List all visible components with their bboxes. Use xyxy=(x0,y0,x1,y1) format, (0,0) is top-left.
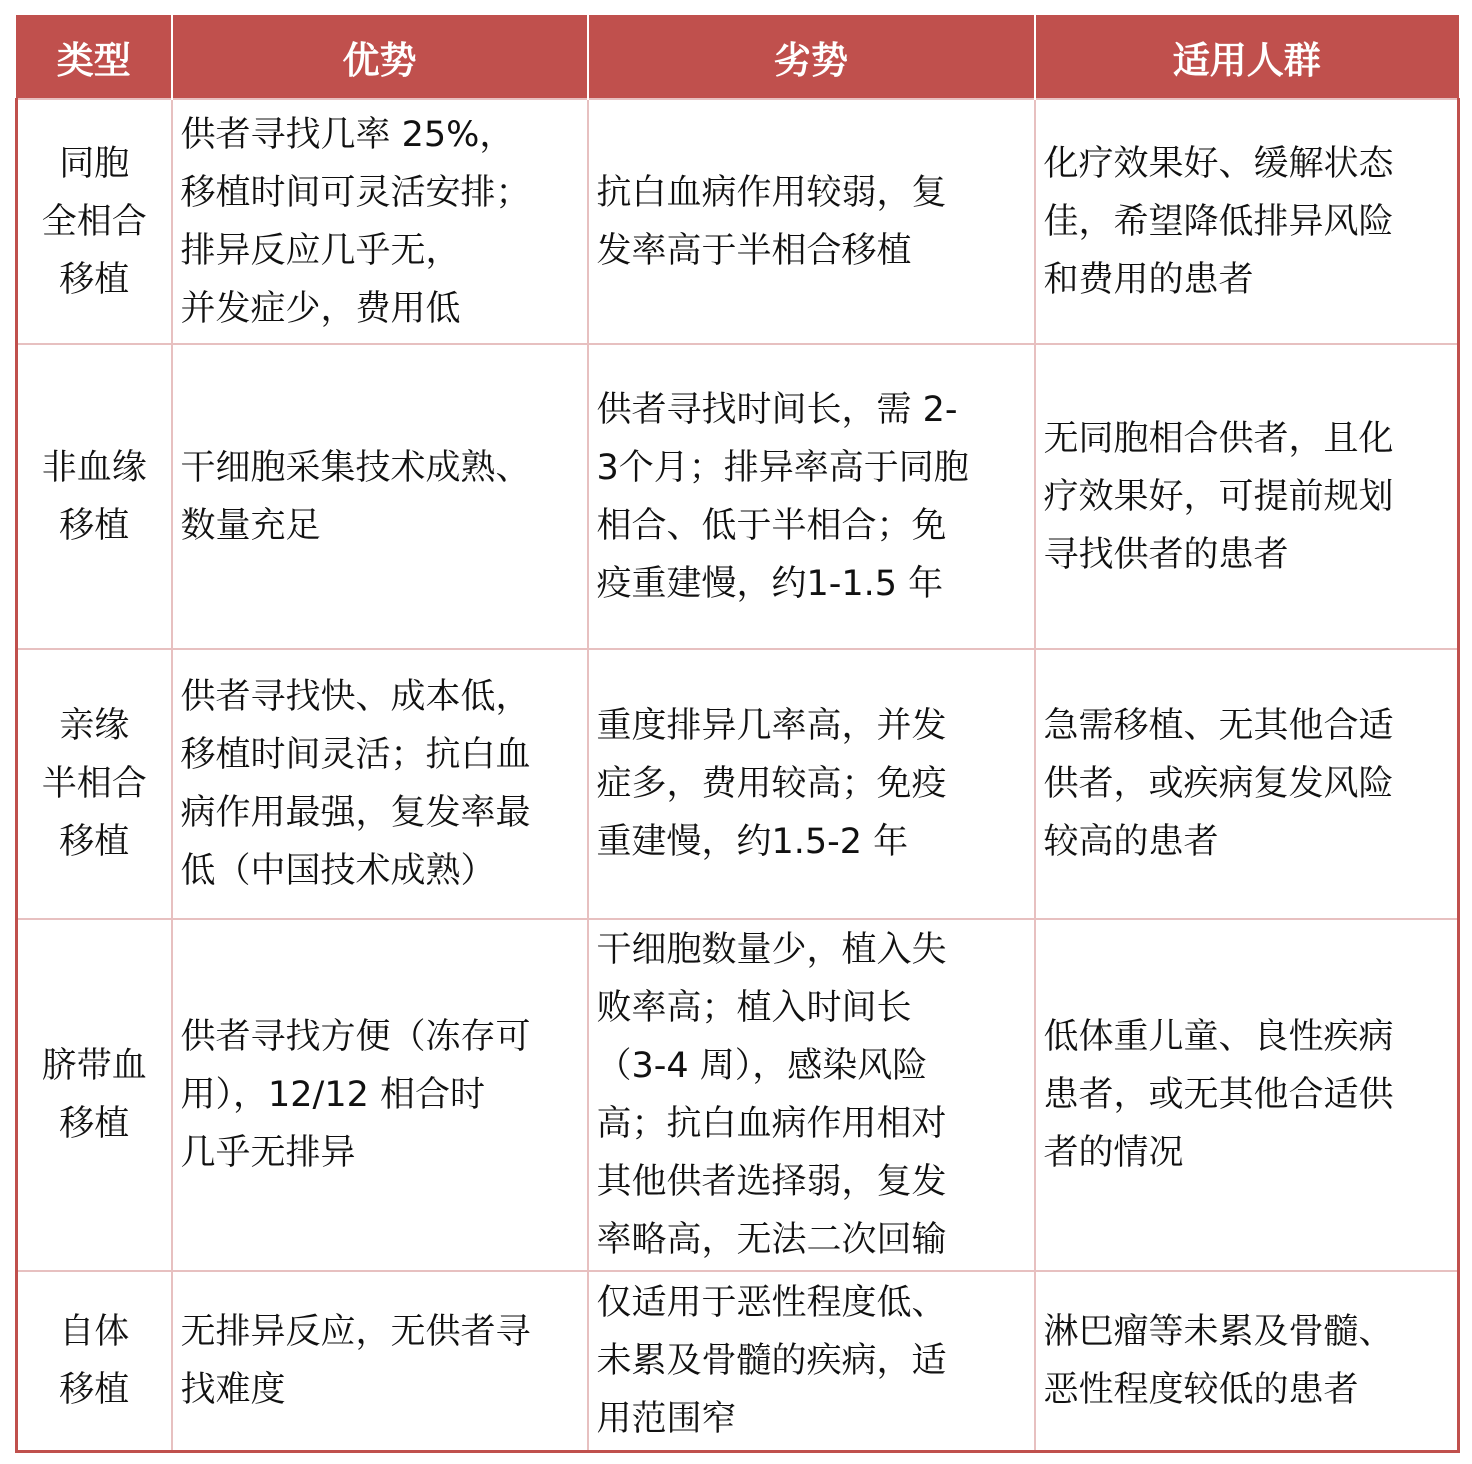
table-header xyxy=(17,16,1459,100)
cell-cons: 重度排异几率高，并发 症多，费用较高；免疫 重建慢，约1.5-2 年 xyxy=(588,649,1035,919)
cell-pros: 干细胞采集技术成熟、 数量充足 xyxy=(172,344,588,649)
header-type: 类型 xyxy=(17,16,172,100)
cell-type: 脐带血 移植 xyxy=(17,919,172,1271)
header-row xyxy=(17,16,1459,100)
comparison-table-wrapper xyxy=(15,15,1457,1453)
cell-suitable: 无同胞相合供者，且化 疗效果好，可提前规划 寻找供者的患者 xyxy=(1035,344,1459,649)
cell-suitable: 低体重儿童、良性疾病 患者，或无其他合适供 者的情况 xyxy=(1035,919,1459,1271)
table-row xyxy=(17,919,1459,1271)
cell-pros: 供者寻找方便（冻存可 用），12/12 相合时 几乎无排异 xyxy=(172,919,588,1271)
cell-type: 亲缘 半相合 移植 xyxy=(17,649,172,919)
cell-type: 同胞 全相合 移植 xyxy=(17,99,172,344)
header-cons: 劣势 xyxy=(588,16,1035,100)
cell-cons: 抗白血病作用较弱，复 发率高于半相合移植 xyxy=(588,99,1035,344)
table-row xyxy=(17,1271,1459,1452)
cell-cons: 干细胞数量少，植入失 败率高；植入时间长 （3-4 周），感染风险 高；抗白血病作用相对 其他供者选择弱，复发 率略高，无法二次回输 xyxy=(588,919,1035,1271)
cell-type: 自体 移植 xyxy=(17,1271,172,1452)
transplant-comparison-table xyxy=(15,15,1460,1453)
table-row xyxy=(17,99,1459,344)
cell-cons: 仅适用于恶性程度低、 未累及骨髓的疾病，适 用范围窄 xyxy=(588,1271,1035,1452)
cell-pros: 供者寻找快、成本低， 移植时间灵活；抗白血 病作用最强，复发率最 低（中国技术成熟） xyxy=(172,649,588,919)
cell-pros: 供者寻找几率 25%， 移植时间可灵活安排； 排异反应几乎无， 并发症少，费用低 xyxy=(172,99,588,344)
cell-pros: 无排异反应，无供者寻 找难度 xyxy=(172,1271,588,1452)
table-row xyxy=(17,344,1459,649)
cell-suitable: 淋巴瘤等未累及骨髓、 恶性程度较低的患者 xyxy=(1035,1271,1459,1452)
table-body xyxy=(17,99,1459,1452)
cell-suitable: 化疗效果好、缓解状态 佳，希望降低排异风险 和费用的患者 xyxy=(1035,99,1459,344)
header-suitable: 适用人群 xyxy=(1035,16,1459,100)
cell-type: 非血缘 移植 xyxy=(17,344,172,649)
header-pros: 优势 xyxy=(172,16,588,100)
cell-cons: 供者寻找时间长，需 2- 3个月；排异率高于同胞 相合、低于半相合；免 疫重建慢，约1-1.5 年 xyxy=(588,344,1035,649)
table-row xyxy=(17,649,1459,919)
cell-suitable: 急需移植、无其他合适 供者，或疾病复发风险 较高的患者 xyxy=(1035,649,1459,919)
